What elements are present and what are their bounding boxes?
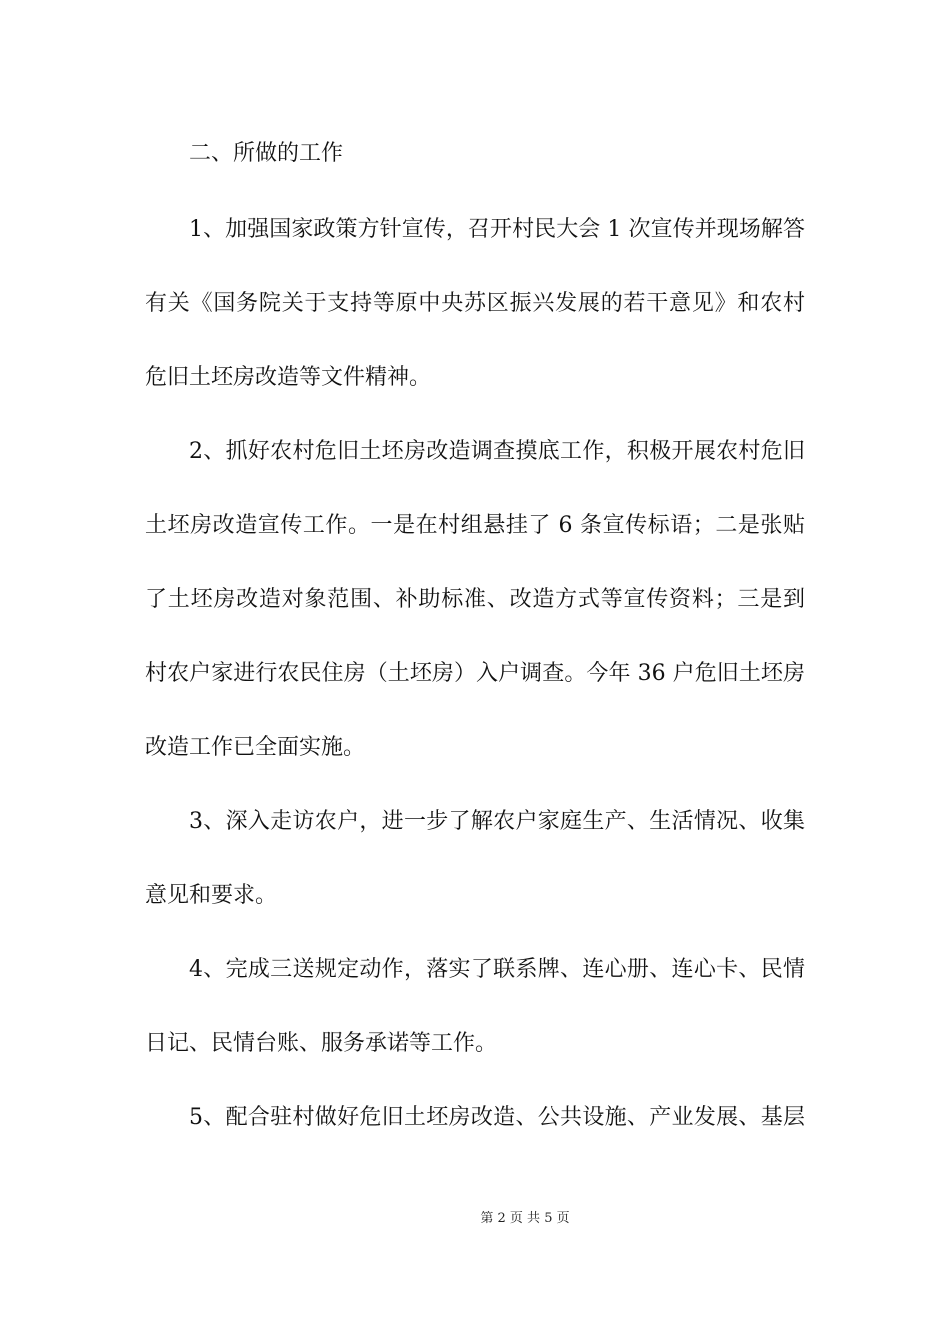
- paragraph-line: 危旧土坯房改造等文件精神。: [145, 365, 432, 390]
- paragraph-line: 日记、民情台账、服务承诺等工作。: [145, 1031, 498, 1056]
- paragraph-line: 土坯房改造宣传工作。一是在村组悬挂了 6 条宣传标语；二是张贴: [145, 513, 805, 538]
- paragraph-line: 2、抓好农村危旧土坯房改造调查摸底工作，积极开展农村危旧: [189, 439, 805, 464]
- paragraph-line: 5、配合驻村做好危旧土坯房改造、公共设施、产业发展、基层: [189, 1105, 805, 1130]
- paragraph-line: 4、完成三送规定动作，落实了联系牌、连心册、连心卡、民情: [189, 957, 805, 982]
- paragraph-line: 3、深入走访农户，进一步了解农户家庭生产、生活情况、收集: [189, 809, 805, 834]
- paragraph-line: 村农户家进行农民住房（土坯房）入户调查。今年 36 户危旧土坯房: [145, 661, 805, 686]
- paragraph-line: 1、加强国家政策方针宣传，召开村民大会 1 次宣传并现场解答: [189, 217, 805, 242]
- paragraph-line: 了土坯房改造对象范围、补助标准、改造方式等宣传资料；三是到: [145, 587, 805, 612]
- section-heading: 二、所做的工作: [189, 141, 344, 166]
- paragraph-line: 改造工作已全面实施。: [145, 735, 366, 760]
- paragraph-line: 意见和要求。: [145, 883, 278, 908]
- paragraph-line: 有关《国务院关于支持等原中央苏区振兴发展的若干意见》和农村: [145, 291, 805, 316]
- page-number: 第 2 页 共 5 页: [480, 1211, 570, 1226]
